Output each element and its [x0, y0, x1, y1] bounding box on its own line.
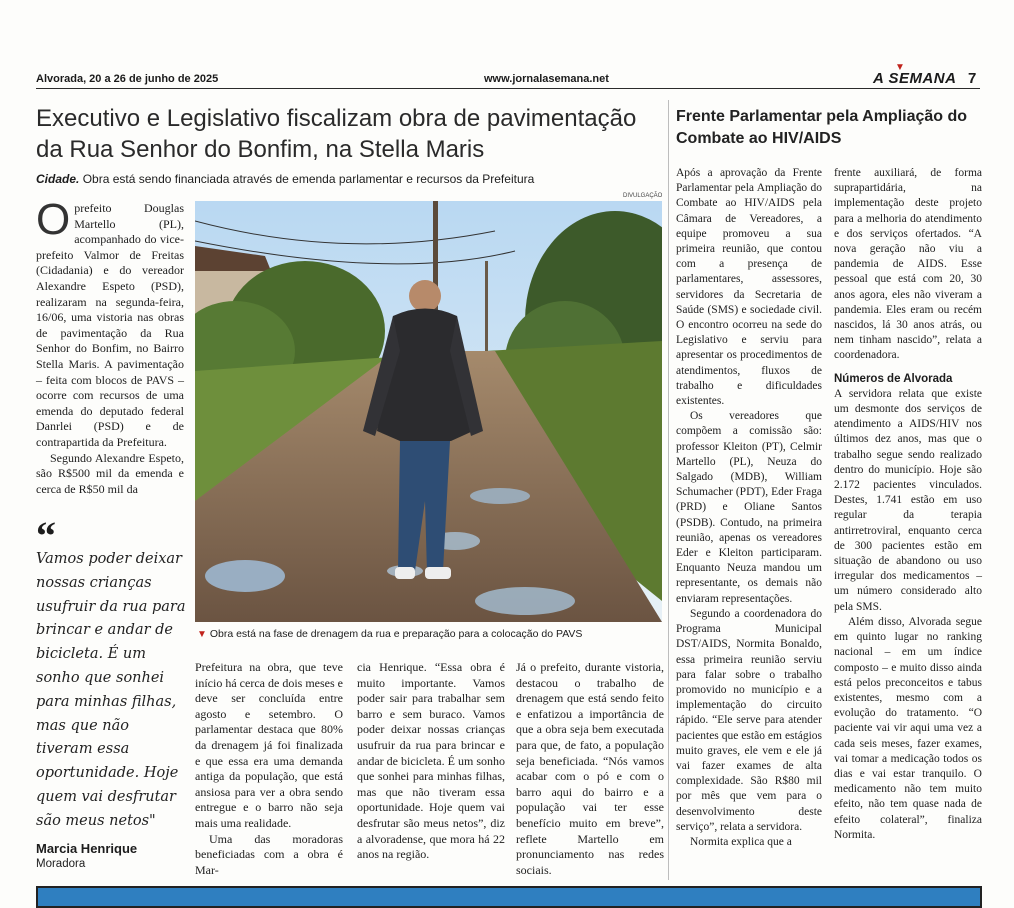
col2-para-1: Prefeitura na obra, que teve início há cerca de dois meses e deve ser concluída entre agosto e setembro. O parlamentar destaca que 80% da drenagem já foi finalizada e que essa era uma demanda antiga da população, que está ansiosa para ver a obra sendo entregue e o barro não seja mais uma realidade. — [195, 660, 343, 830]
main-col-3 — [357, 660, 505, 863]
drop-cap: O — [36, 195, 71, 244]
photo-caption — [197, 628, 667, 640]
newspaper-logo — [873, 62, 957, 87]
logo-text: A SEMANA — [873, 70, 957, 87]
pull-quote: Vamos poder deixar nossas crianças usufruir da rua para brincar e andar de bicicleta. É um sonho que sonhei para minhas filhas, mas que não tiveram essa oportunidade. Hoje quem vai desfrutar são meus netos" — [36, 551, 186, 829]
quote-author: Marcia Henrique — [36, 841, 138, 856]
bottom-banner — [36, 886, 982, 908]
website[interactable]: www.jornalasemana.net — [484, 73, 609, 85]
side-col-b — [834, 166, 982, 843]
sideA-para-3: Segundo a coordenadora do Programa Municipal DST/AIDS, Normita Bonaldo, essa primeira reunião serviu para falar sobre o trabalho promovido no município e a implementação do circuito rápido. “Ele serve para atender pacientes que estão em estágios muito graves, ele vem e ele já vai fazer exames de alta complexidade. São R$80 mil por mês que vem para o desenvolvimento deste serviço”, relata a servidora. — [676, 607, 822, 833]
main-headline: Executivo e Legislativo fiscalizam obra de pavimentação da Rua Senhor do Bonfim, na Stella Maris — [36, 105, 637, 163]
caption-text: Obra está na fase de drenagem da rua e preparação para a colocação do PAVS — [209, 628, 583, 640]
column-divider — [668, 100, 669, 880]
col3-para-1: cia Henrique. “Essa obra é muito importante. Vamos poder sair para trabalhar sem barro e sem buraco. Vamos poder deixar nossas crianças usufruir da rua para brincar e andar de bicicleta. É um sonho que sonhei para minhas filhas, mas que não tiveram essa oportunidade. Hoje quem vai desfrutar são meus netos”, diz a alvoradense, que mora há 22 anos na região. — [357, 660, 505, 862]
sideA-para-1: Após a aprovação da Frente Parlamentar pela Ampliação do Combate ao HIV/AIDS pela Câmara de Vereadores, a equipe promoveu a sua primeira reunião, que contou com a presença de parlamentares, assessores, servidores da Secretaria de Saúde (SMS) e sociedade civil. O encontro ocorreu na sede do Legislativo e serviu para apresentar os procedimentos de atendimentos, fluxos de trabalho e dificuldades existentes. — [676, 167, 822, 408]
section-label: Cidade. — [36, 172, 80, 186]
street-photo-illustration — [195, 201, 662, 622]
sideA-para-4: Normita explica que a — [690, 835, 792, 848]
quote-role: Moradora — [36, 858, 86, 870]
article-photo — [195, 201, 662, 622]
sideB-para-3: Além disso, Alvorada segue em quinto lugar no ranking nacional – em um índice composto – e muito disso ainda está pelos preconceitos e tabus existentes, mesmo com a evolução do tratamento. “O paciente vai vir aqui uma vez a cada seis meses, fazer exames, vai tomar a medicação todos os dias e vai estar tranquilo. O medicamento não tem muito efeito, não tem quase nada de efeito colateral”, finaliza Normita. — [834, 615, 982, 841]
sideB-subhead: Números de Alvorada — [834, 372, 953, 385]
side-headline: Frente Parlamentar pela Ampliação do Combate ao HIV/AIDS — [676, 108, 968, 147]
col1-para-1: prefeito Douglas Martello (PL), acompanhado do vice-prefeito Valmor de Freitas (Cidadania) e do vereador Alexandre Espeto (PSD), realizaram na segunda-feira, 16/06, uma vistoria nas obras de pavimentação da Rua Senhor do Bonfim, no Bairro Stella Maris. A pavimentação – feita com blocos de PAVS – ocorre com recursos de uma emenda do deputado federal Danrlei (PSD) e de contrapartida da Prefeitura. — [36, 201, 184, 449]
sideB-para-1: frente auxiliará, de forma suprapartidária, na implementação deste projeto para a melhoria do atendimento e dos serviços ofertados. “A nova geração não viu a pandemia de AIDS. Esse pessoal que está com 20, 30 anos agora, eles não viveram a pandemia. Eles eram ou recém nascidos, lá 30 anos atrás, ou nem tinham nascido”, relata a coordenadora. — [834, 167, 982, 362]
quote-mark: “ — [36, 513, 56, 558]
col4-para-1: Já o prefeito, durante vistoria, destacou o trabalho de drenagem que está sendo feito e enfatizou a importância de que a obra seja bem executada para que, de fato, a população seja beneficiada. “Nós vamos acabar com o pó e com o barro aqui do bairro e a população vai ter esse benefício muito em breve”, reflete Martello em pronunciamento nas redes sociais. — [516, 660, 664, 877]
col1-para-2: Segundo Alexandre Espeto, são R$500 mil da emenda e cerca de R$50 mil da — [36, 450, 184, 496]
logo-accent-icon: ▼ — [895, 62, 906, 73]
main-col-1 — [36, 195, 184, 497]
sideB-para-2: A servidora relata que existe um desmonte dos serviços de atendimento a AIDS/HIV nos últimos dez anos, mas que o trabalho segue sendo realizado dentro do município. Hoje são 2.172 pacientes vinculados. Destes, 1.741 estão em uso regular da terapia antirretroviral, enquanto cerca de 300 pacientes estão em situação de abandono ou uso irregular dos medicamentos – um número considerado alto pela SMS. — [834, 387, 982, 613]
photo-credit: DIVULGAÇÃO — [623, 193, 663, 199]
sideA-para-2: Os vereadores que compõem a comissão são: professor Kleiton (PT), Celmir Martello (PL), Neuza do Salgado (MDB), William Schumacher (PDT), Eder Fraga (PRD) e Oliane Santos (PSDB). Contudo, na primeira reunião, apenas os vereadores Eder e Kleiton participaram. Enquanto Neuza mandou um representante, os demais não enviaram representações. — [676, 410, 822, 605]
main-col-4 — [516, 660, 664, 878]
col2-para-2: Uma das moradoras beneficiadas com a obra é Mar- — [195, 831, 343, 877]
main-subtitle — [36, 172, 676, 186]
edition-date: Alvorada, 20 a 26 de junho de 2025 — [36, 73, 219, 85]
caption-marker-icon: ▼ — [197, 629, 207, 640]
page-number: 7 — [968, 70, 977, 87]
main-col-2 — [195, 660, 343, 878]
subtitle-text: Obra está sendo financiada através de emenda parlamentar e recursos da Prefeitura — [82, 172, 535, 186]
side-col-a — [676, 166, 822, 850]
header-rule — [36, 88, 980, 89]
